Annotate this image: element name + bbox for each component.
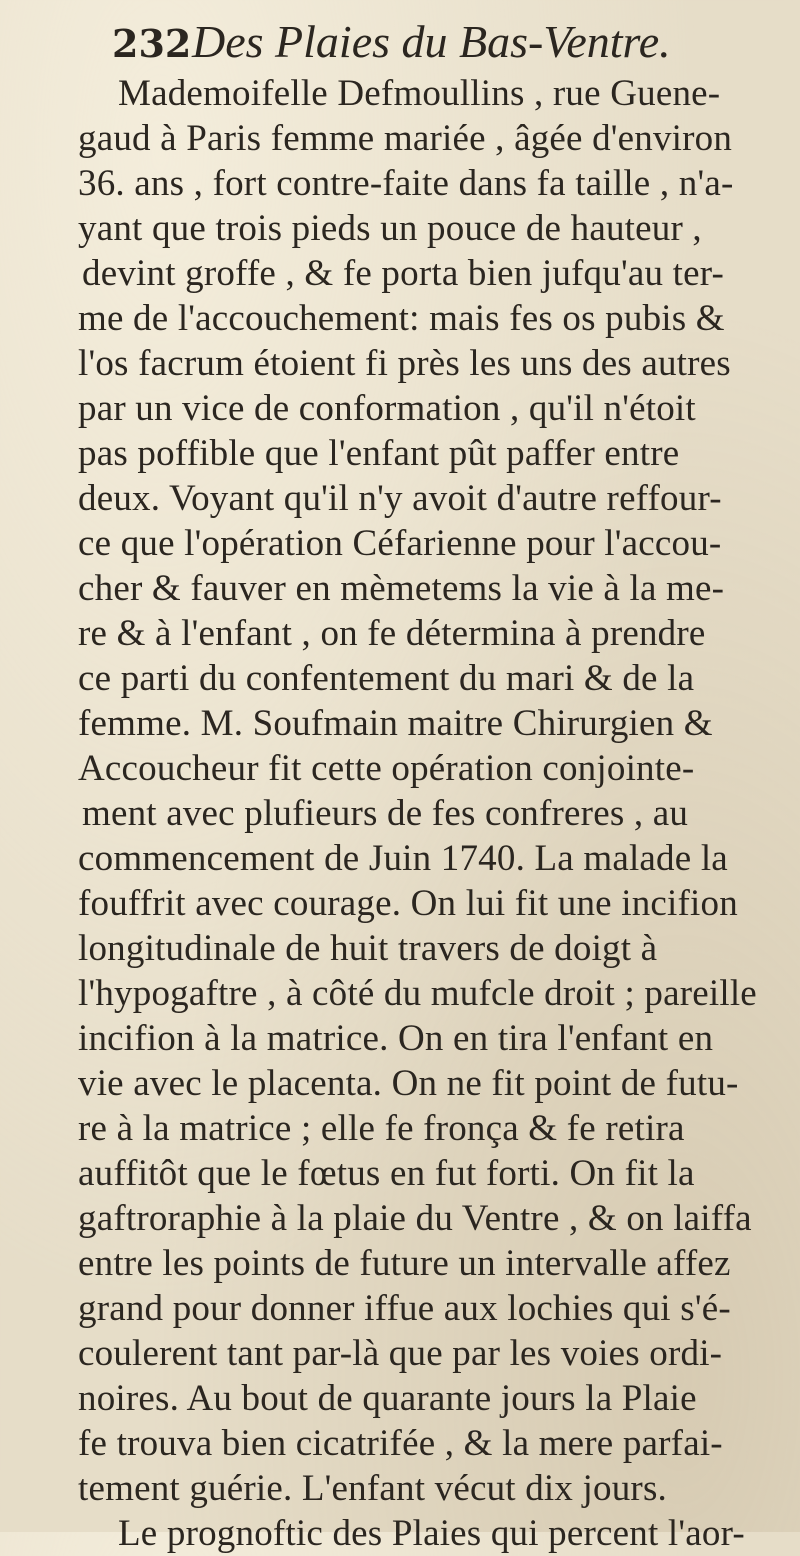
- text-line: ce que l'opération Céfarienne pour l'accou-: [78, 523, 722, 564]
- text-line: Accoucheur fit cette opération conjointe-: [78, 748, 695, 789]
- text-line: coulerent tant par-là que par les voies ordi-: [78, 1333, 723, 1374]
- text-line: re & à l'enfant , on fe détermina à prendre: [78, 613, 706, 654]
- text-line: yant que trois pieds un pouce de hauteur ,: [78, 208, 702, 249]
- text-line: longitudinale de huit travers de doigt à: [78, 928, 658, 969]
- text-line: vie avec le placenta. On ne fit point de futu-: [78, 1063, 739, 1104]
- text-line: devint groffe , & fe porta bien jufqu'au ter-: [82, 253, 724, 294]
- text-line: grand pour donner iffue aux lochies qui s'é-: [78, 1288, 731, 1329]
- page-header: [112, 14, 752, 70]
- text-line: par un vice de conformation , qu'il n'étoit: [78, 388, 696, 429]
- text-line: ment avec plufieurs de fes confreres , au: [82, 793, 689, 834]
- text-line: 36. ans , fort contre-faite dans fa taille , n'a-: [78, 163, 734, 204]
- text-line: cher & fauver en mèmetems la vie à la me-: [78, 568, 725, 609]
- text-line: gaftroraphie à la plaie du Ventre , & on laiffa: [78, 1198, 752, 1239]
- page-number: 232: [112, 21, 192, 66]
- text-line: entre les points de future un intervalle affez: [78, 1243, 731, 1284]
- text-line: ce parti du confentement du mari & de la: [78, 658, 695, 699]
- text-line: femme. M. Soufmain maitre Chirurgien &: [78, 703, 713, 744]
- running-title: Des Plaies du Bas-Ventre.: [192, 16, 671, 67]
- text-line: me de l'accouchement: mais fes os pubis &: [78, 298, 725, 339]
- text-line: l'hypogaftre , à côté du mufcle droit ; pareille: [78, 973, 757, 1014]
- text-line: auffitôt que le fœtus en fut forti. On fit la: [78, 1153, 695, 1194]
- text-line: Mademoifelle Defmoullins , rue Guene-: [118, 73, 721, 114]
- text-line: pas poffible que l'enfant pût paffer entre: [78, 433, 680, 474]
- text-line: fe trouva bien cicatrifée , & la mere parfai-: [78, 1423, 723, 1464]
- text-line: incifion à la matrice. On en tira l'enfant en: [78, 1018, 714, 1059]
- text-line: deux. Voyant qu'il n'y avoit d'autre reffour-: [78, 478, 722, 519]
- text-line: commencement de Juin 1740. La malade la: [78, 838, 728, 879]
- text-line: re à la matrice ; elle fe fronça & fe retira: [78, 1108, 685, 1149]
- text-line: fouffrit avec courage. On lui fit une incifion: [78, 883, 738, 924]
- text-line: l'os facrum étoient fi près les uns des autres: [78, 343, 731, 384]
- text-line: gaud à Paris femme mariée , âgée d'environ: [78, 118, 733, 159]
- text-line: Le prognoftic des Plaies qui percent l'aor-: [118, 1513, 745, 1554]
- text-line: noires. Au bout de quarante jours la Plaie: [78, 1378, 697, 1419]
- text-line: tement guérie. L'enfant vécut dix jours.: [78, 1468, 667, 1509]
